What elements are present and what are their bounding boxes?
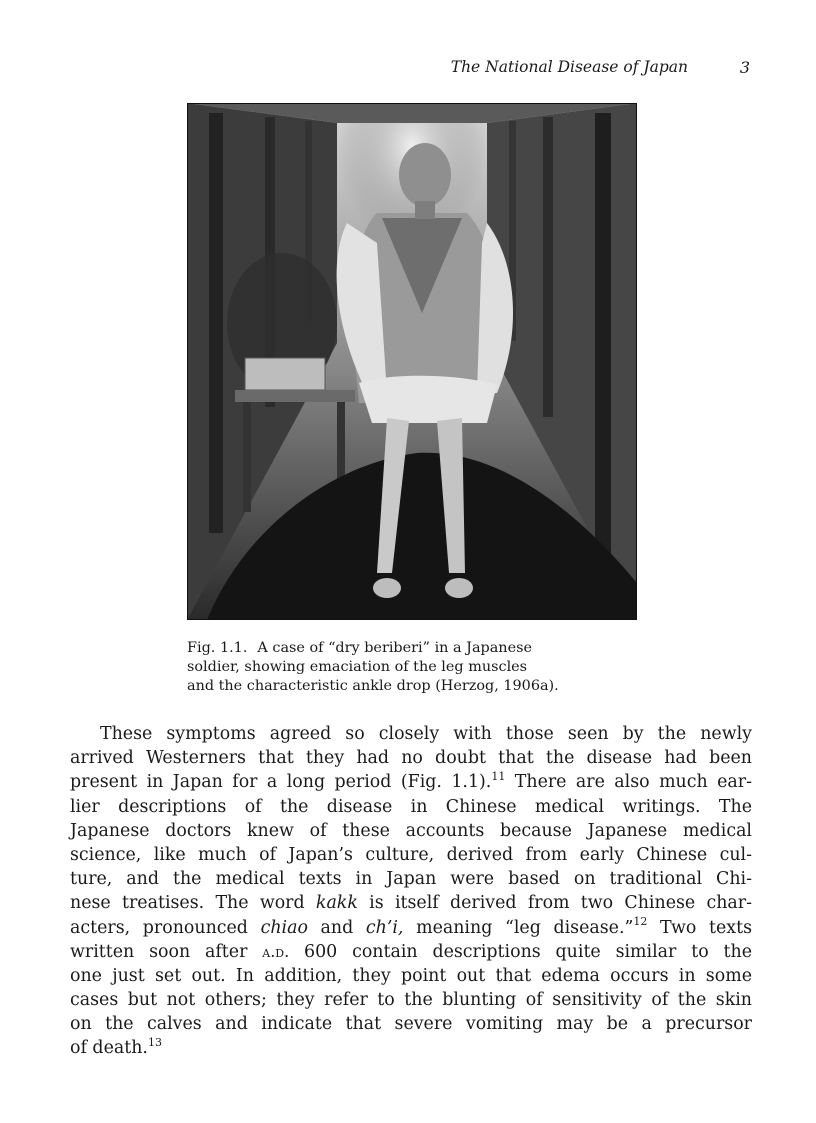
text-line: cases but not others; they refer to the blunting of sensitivity of the skin xyxy=(70,990,752,1011)
footnote-ref: 12 xyxy=(633,914,648,928)
footnote-ref: 13 xyxy=(147,1035,162,1049)
figure-photograph xyxy=(187,103,637,620)
text-line: of death.$^{13}$ xyxy=(70,1035,162,1059)
text-line: arrived Westerners that they had no doubt that the disease had been xyxy=(70,748,752,769)
text-line: science, like much of Japan’s culture, derived from early Chinese cul- xyxy=(70,844,752,865)
text-line: one just set out. In addition, they point out that edema occurs in some xyxy=(70,965,752,986)
page-number: 3 xyxy=(739,58,750,77)
body-paragraph xyxy=(70,722,752,1061)
text-line: acters, pronounced chiao and ch’i, meaning “leg disease.”$^{12}$ Two texts xyxy=(70,914,752,938)
text-line: nese treatises. The word kakk is itself derived from two Chinese char- xyxy=(70,893,752,914)
text-line: written soon after a.d. 600 contain descriptions quite similar to the xyxy=(70,941,752,962)
soldier-photo xyxy=(187,103,637,620)
text-line: on the calves and indicate that severe vomiting may be a precursor xyxy=(70,1014,752,1035)
text-line: Japanese doctors knew of these accounts because Japanese medical xyxy=(70,820,752,841)
figure-label: Fig. 1.1. xyxy=(187,640,248,656)
running-head xyxy=(0,58,750,80)
text-line: These symptoms agreed so closely with those seen by the newly xyxy=(100,724,752,744)
figure-caption xyxy=(187,639,657,696)
text-line: lier descriptions of the disease in Chinese medical writings. The xyxy=(70,796,752,817)
text-line: ture, and the medical texts in Japan were based on traditional Chi- xyxy=(70,869,752,890)
caption-line: and the characteristic ankle drop (Herzog, 1906a). xyxy=(187,678,559,694)
footnote-ref: 11 xyxy=(491,769,506,783)
running-title: The National Disease of Japan xyxy=(450,58,688,76)
caption-line: soldier, showing emaciation of the leg muscles xyxy=(187,659,528,675)
caption-line: A case of “dry beriberi” in a Japanese xyxy=(257,640,532,656)
text-line: present in Japan for a long period (Fig. 1.1).$^{11}$ There are also much ear- xyxy=(70,769,752,793)
